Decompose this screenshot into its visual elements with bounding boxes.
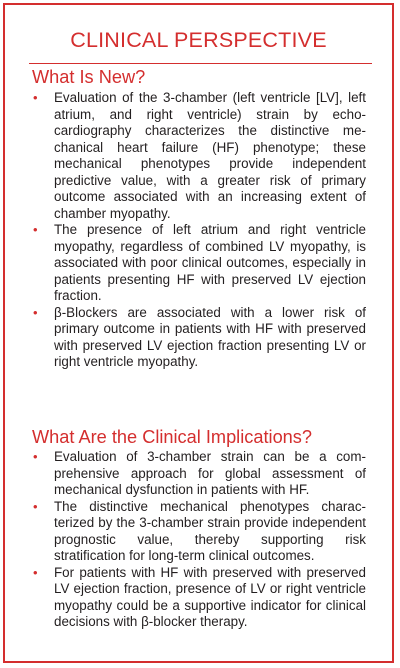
list-item-text: The distinctive mechanical phenotypes characterized by the 3-chamber strain provide independent prognostic value, thereby supporting risk stratification for long-term clinical outcomes. (54, 498, 366, 563)
list-item (32, 565, 366, 631)
bullet-icon: • (33, 498, 38, 514)
clinical-perspective-box (3, 3, 394, 663)
list-item-text: The presence of left atrium and right ventricle myopathy, regardless of combined LV myopathy, is associated with poor clinical outcomes, especially in patients presenting HF with preserved LV ejection fraction. (54, 222, 366, 303)
list-item (32, 90, 366, 222)
bullet-icon: • (33, 449, 38, 464)
bullet-icon: • (33, 304, 38, 320)
list-item (32, 305, 366, 371)
bullet-icon: • (33, 90, 38, 105)
box-title: CLINICAL PERSPECTIVE (70, 28, 327, 52)
bullet-icon: • (33, 564, 38, 580)
list-item-text: Evaluation of 3-chamber strain can be a comprehensive approach for global assessment of mechanical dysfunction in patients with HF. (54, 449, 366, 497)
what-is-new-list (32, 90, 366, 371)
section-heading-what-is-new: What Is New? (32, 67, 146, 87)
list-item (32, 449, 366, 499)
list-item (32, 499, 366, 565)
list-item-text: β-Blockers are associated with a lower risk of primary outcome in patients with HF with preserved with preserved LV ejection fraction presenting LV or right ventricle myopathy. (54, 304, 366, 369)
list-item (32, 222, 366, 305)
section-heading-clinical-implications: What Are the Clinical Implications? (32, 427, 313, 447)
list-item-text: For patients with HF with preserved with preserved LV ejection fraction, presence of LV or right ventricle myopathy could be a supportive indicator for clinical decisions with β-blocker therapy. (54, 564, 366, 629)
list-item-text: Evaluation of the 3-chamber (left ventricle [LV], left atrium, and right ventricle) strain by echocardiography characterizes the distinctive mechanical heart failure (HF) phenotype; these mechanical phenotypes provide independent predictive value, with a greater risk of primary outcome associated with an increasing extent of chamber myopathy. (54, 90, 366, 221)
title-divider (29, 63, 372, 64)
bullet-icon: • (33, 222, 38, 237)
clinical-implications-list (32, 449, 366, 631)
